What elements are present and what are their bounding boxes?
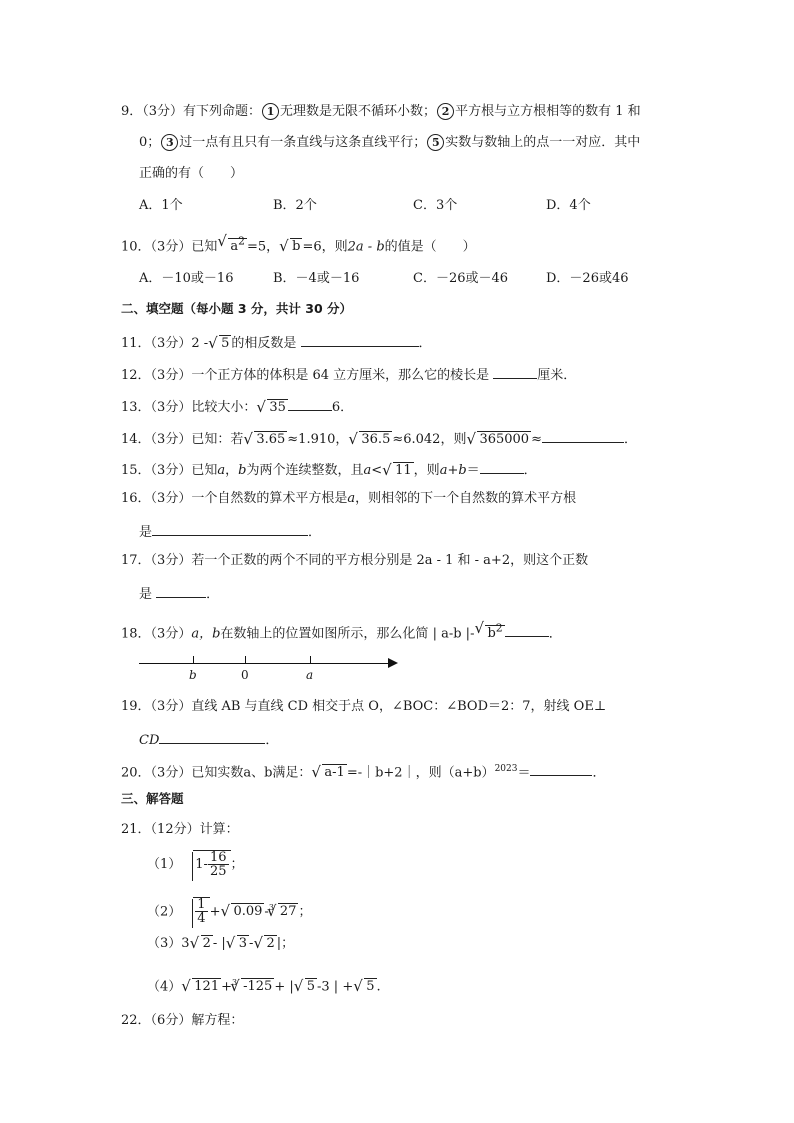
q20-rad: a-1 — [324, 765, 345, 781]
q9-statement-2: 平方根与立方根相等的数有 1 和 — [455, 104, 641, 119]
sqrt-11 — [383, 462, 414, 480]
q14-rad1: 3.65 — [256, 432, 286, 447]
sqrt-a-minus-1 — [312, 764, 346, 782]
circle-1-icon: 1 — [262, 103, 279, 120]
q13-pre: 13．（3分）比较大小： — [121, 400, 257, 415]
q10-stem: 10．（3分）已知 — [121, 239, 218, 255]
q15-answer-blank[interactable] — [480, 459, 524, 474]
q15-comma: ， — [225, 463, 239, 478]
sqrt-a-squared — [218, 233, 247, 256]
q19-line2-pre: CD — [139, 733, 160, 748]
circle-3-icon: 3 — [161, 134, 178, 151]
q10-sup1: 2 — [238, 235, 245, 248]
q10-rad1: a — [230, 239, 239, 255]
q9-line2 — [139, 134, 640, 152]
q21-p1-end: ； — [230, 857, 244, 872]
section-2-heading: 二、填空题（每小题 3 分，共计 30 分） — [121, 301, 353, 316]
q21-p4-idx: 3 — [232, 978, 238, 987]
sqrt-one-quarter — [181, 897, 209, 926]
q21-p4-rad4: 5 — [366, 979, 375, 995]
q13-line — [121, 396, 353, 417]
q10-line — [121, 233, 476, 256]
q16-a: a — [347, 491, 356, 506]
q18-answer-blank[interactable] — [505, 622, 549, 637]
q18-line — [121, 620, 562, 643]
q15-lt: < — [371, 463, 383, 478]
sqrt-b-squared — [475, 620, 504, 643]
q21-p4-m3: -3 | + — [317, 979, 354, 995]
q16-line1-pre: 16．（3分）一个自然数的算术平方根是 — [121, 491, 348, 506]
q17-end: ． — [206, 587, 220, 602]
q14-rad3: 365000 — [479, 432, 530, 447]
q16-line1 — [121, 490, 576, 508]
q14-answer-blank[interactable] — [542, 428, 624, 443]
q21-p2-plus: + — [209, 904, 221, 920]
q12-line — [121, 364, 576, 385]
sqrt-5b — [354, 978, 376, 996]
sqrt-3 — [227, 935, 249, 953]
q14-rad2: 36.5 — [361, 432, 391, 447]
q10-rad2: b — [292, 239, 301, 255]
number-line-arrow-icon — [388, 658, 398, 668]
q10-expr: 2a - b — [347, 239, 385, 255]
q20-end: ． — [592, 765, 606, 781]
q19-end: ． — [265, 733, 279, 748]
sqrt-36-5 — [349, 431, 392, 449]
q21-part3 — [147, 935, 294, 953]
q14-mid3: ≈ — [531, 432, 542, 447]
q15-pre: 15．（3分）已知 — [121, 463, 218, 478]
q21-p2-frac — [195, 898, 207, 925]
q17-answer-blank[interactable] — [156, 583, 206, 598]
q9-statement-3: 过一点有且只有一条直线与这条直线平行； — [179, 135, 427, 150]
q14-pre: 14．（3分）已知：若 — [121, 432, 244, 447]
q20-answer-blank[interactable] — [530, 761, 592, 776]
q18-minus: - — [470, 626, 475, 642]
q21-p3-rad3: 2 — [266, 936, 275, 951]
q10-post: 的值是（ ） — [384, 239, 476, 255]
q21-p2-idx: 3 — [268, 903, 274, 912]
q9-statement-5: 实数与数轴上的点一一对应．其中 — [445, 135, 641, 150]
label-b: b — [189, 668, 197, 682]
q10-option-a[interactable]: A．－10或－16 — [139, 271, 234, 286]
cbrt-neg-125 — [231, 978, 274, 996]
q16-end: ． — [308, 525, 322, 540]
sqrt-121 — [182, 978, 221, 996]
q21-p2-rad: 0.09 — [233, 904, 263, 920]
q10-eq2: =6，则 — [302, 239, 348, 255]
q18-abs: | a-b | — [432, 626, 471, 642]
q9-statement-1: 无理数是无限不循环小数； — [280, 104, 437, 119]
q21-p3-label: （3） — [147, 936, 182, 951]
q21-p3-minus: - — [249, 936, 254, 951]
q21-part2 — [147, 894, 311, 926]
q21-p3-rad2: 3 — [238, 936, 248, 951]
q11-line — [121, 332, 432, 353]
q14-line — [121, 428, 637, 449]
sqrt-2 — [191, 935, 213, 953]
q21-p2-minus: - — [264, 904, 269, 920]
q12-pre: 12．（3分）一个正方体的体积是 64 立方厘米，那么它的棱长是 — [121, 368, 490, 383]
q10-option-b[interactable]: B．－4或－16 — [273, 271, 360, 286]
q19-line1: 19．（3分）直线 AB 与直线 CD 相交于点 O，∠BOC：∠BOD＝2：7，射线 OE⊥ — [121, 699, 607, 714]
q21-p4-plus1: + — [221, 979, 233, 995]
q15-mid2: ，则 — [413, 463, 440, 478]
q21-part4 — [147, 974, 381, 996]
q15-a: a — [217, 463, 226, 478]
q17-line2-pre: 是 — [139, 587, 153, 602]
label-a: a — [306, 668, 314, 682]
q15-a2: a — [363, 463, 372, 478]
q18-pre: 18．（3分） — [121, 626, 192, 642]
q20-pre: 20．（3分）已知实数a、b满足： — [121, 765, 312, 781]
q14-mid1: ≈1.910， — [287, 432, 349, 447]
cbrt-27 — [268, 898, 299, 926]
q16-line1-post: ，则相邻的下一个自然数的算术平方根 — [355, 491, 577, 506]
tick-a — [310, 656, 311, 664]
q21-p2-end: ； — [298, 904, 312, 920]
q9-option-c[interactable]: C．3个 — [413, 198, 458, 213]
q9-option-d[interactable]: D．4个 — [546, 198, 591, 213]
q21-p2-label: （2） — [147, 904, 182, 920]
q16-line2-pre: 是 — [139, 525, 153, 540]
q20-eq: ＝ — [517, 765, 531, 781]
circle-5-icon: 5 — [427, 134, 444, 151]
q11-answer-blank[interactable] — [301, 332, 419, 347]
number-line — [139, 663, 391, 664]
q10-option-c[interactable]: C．－26或－46 — [413, 271, 509, 286]
sqrt-3-65 — [244, 431, 287, 449]
sqrt-fraction-1 — [181, 850, 230, 879]
q21-p1-num: 16 — [209, 850, 227, 865]
q11-end: ． — [418, 336, 432, 351]
q19-line2 — [139, 729, 278, 750]
q14-mid2: ≈6.042，则 — [392, 432, 467, 447]
q10-eq1: =5， — [246, 239, 280, 255]
q18-end: ． — [548, 626, 562, 642]
q18-mid: 在数轴上的位置如图所示，那么化简 — [220, 626, 429, 642]
q13-rad: 35 — [269, 400, 286, 415]
sqrt-5 — [209, 335, 231, 353]
q22-title: 22．（6分）解方程： — [121, 1013, 244, 1028]
sqrt-5a — [295, 978, 317, 996]
sqrt-0-09 — [221, 898, 264, 926]
sqrt-b — [280, 238, 302, 256]
q13-answer-blank[interactable] — [288, 396, 332, 411]
sqrt-35 — [257, 399, 288, 417]
sqrt-2b — [254, 935, 276, 953]
q9-stem: 9．（3分）有下列命题： — [121, 104, 262, 119]
q11-pre: 11．（3分）2 - — [121, 336, 209, 351]
q16-answer-blank[interactable] — [152, 521, 308, 536]
q16-line2 — [139, 521, 321, 542]
label-zero: 0 — [241, 668, 249, 682]
q10-option-d[interactable]: D．－26或46 — [546, 271, 629, 286]
q21-p4-rad3: 5 — [306, 979, 316, 995]
circle-2-icon: 2 — [437, 103, 454, 120]
q21-p4-rad2: -125 — [243, 979, 273, 995]
q21-p3-end: |； — [276, 936, 295, 951]
q17-line2 — [139, 583, 219, 604]
q18-ab: a，b — [191, 626, 221, 642]
q18-sup: 2 — [495, 622, 503, 635]
q9-option-a[interactable]: A．1个 — [139, 198, 183, 213]
q21-p4-mid: + | — [274, 979, 294, 995]
q9-line2-pre: 0； — [139, 135, 161, 150]
q15-eq: ＝ — [466, 463, 480, 478]
q21-p2-den: 4 — [197, 911, 206, 927]
q21-p1-frac — [208, 851, 229, 878]
q20-mid: =-｜b+2｜，则（a+b） — [346, 765, 495, 781]
q15-ab: a+b — [439, 463, 467, 478]
q15-line — [121, 459, 537, 480]
q12-post: 厘米． — [537, 368, 577, 383]
tick-b — [193, 656, 194, 664]
q9-line3: 正确的有（ ） — [139, 166, 244, 181]
q21-p4-label: （4） — [147, 979, 182, 995]
q21-p3-mid: - | — [212, 936, 226, 951]
q15-mid: 为两个连续整数，且 — [246, 463, 364, 478]
q9-option-b[interactable]: B．2个 — [273, 198, 317, 213]
q12-answer-blank[interactable] — [493, 364, 537, 379]
q21-p2-rad3: 27 — [279, 904, 297, 920]
q21-p3-coef: 3 — [181, 936, 190, 951]
tick-zero — [245, 656, 246, 664]
q21-part1 — [147, 850, 244, 879]
q21-p2-num: 1 — [197, 897, 206, 913]
q18-rad: b — [487, 626, 496, 642]
q15-b: b — [238, 463, 247, 478]
q17-line1: 17．（3分）若一个正数的两个不同的平方根分别是 2a - 1 和 - a+2，则这个正数 — [121, 553, 589, 568]
q15-rad: 11 — [395, 463, 412, 478]
q14-end: ． — [624, 432, 638, 447]
q11-rad: 5 — [221, 336, 230, 351]
q21-p4-end: . — [376, 979, 381, 995]
q21-p3-rad1: 2 — [202, 936, 211, 951]
q20-sup: 2023 — [494, 764, 518, 774]
q15-end: ． — [523, 463, 537, 478]
sqrt-365000 — [467, 431, 531, 449]
q21-p1-int: 1- — [195, 857, 208, 872]
q21-p1-den: 25 — [209, 864, 227, 879]
q21-p4-rad1: 121 — [194, 979, 220, 995]
q11-post: 的相反数是 — [231, 336, 297, 351]
q9-line1 — [121, 103, 641, 121]
q21-p1-label: （1） — [147, 857, 182, 872]
q13-post: 6． — [331, 400, 354, 415]
section-3-heading: 三、解答题 — [121, 791, 184, 806]
q19-answer-blank[interactable] — [159, 729, 265, 744]
q20-line — [121, 760, 606, 782]
q21-title: 21．（12分）计算： — [121, 822, 239, 837]
